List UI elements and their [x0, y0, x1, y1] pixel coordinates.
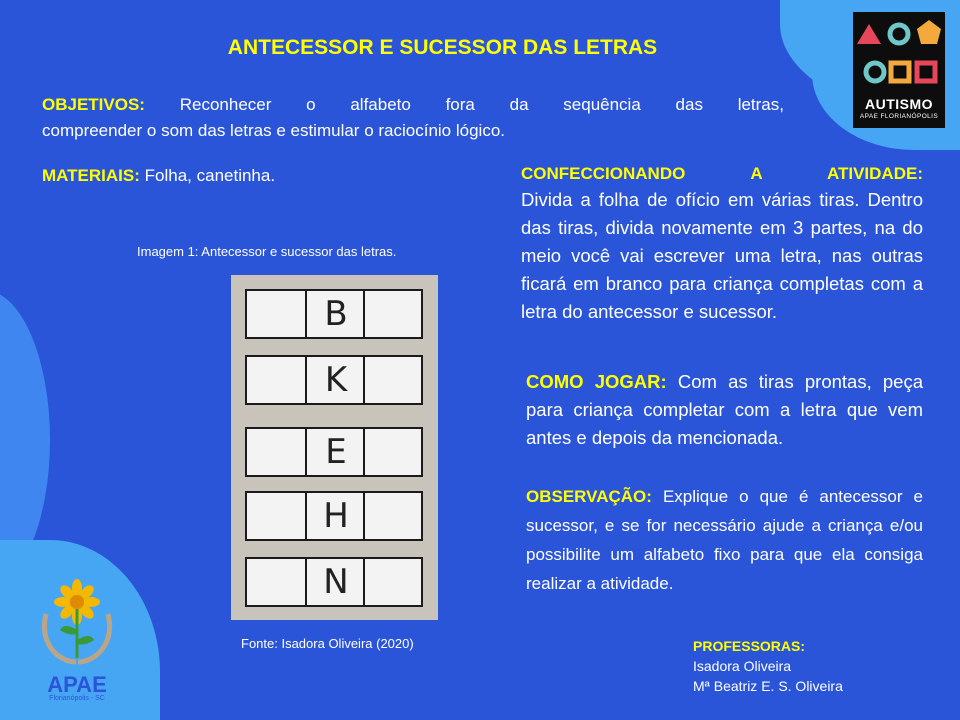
- confeccionando-section: [521, 162, 923, 326]
- materiais-label: MATERIAIS:: [42, 166, 140, 185]
- observacao-section: [526, 482, 923, 598]
- strip-letter: E: [325, 432, 347, 472]
- letter-strip: [245, 289, 423, 339]
- materiais-text: Folha, canetinha.: [144, 166, 276, 185]
- apae-logo: [32, 578, 122, 703]
- strip-letter: B: [324, 294, 348, 334]
- professora-name: Isadora Oliveira: [693, 658, 792, 674]
- confeccionando-label: CONFECCIONANDO A ATIVIDADE:: [521, 164, 923, 183]
- confeccionando-text: Divida a folha de ofício em várias tiras. Dentro das tiras, divida novamente em 3 partes, na do meio você vai escrever uma letra, nas outras ficará em branco para criança completas com a letra do antecessor e sucessor.: [521, 189, 923, 322]
- objetivos-text-line2: compreender o som das letras e estimular o raciocínio lógico.: [42, 121, 505, 140]
- page-title: ANTECESSOR E SUCESSOR DAS LETRAS: [227, 36, 658, 59]
- letter-strip: [245, 427, 423, 477]
- image-source: Fonte: Isadora Oliveira (2020): [241, 636, 414, 651]
- apae-logo-text: APAE: [47, 672, 107, 697]
- professora-name: Mª Beatriz E. S. Oliveira: [693, 678, 843, 694]
- letter-strip: [245, 557, 423, 607]
- letter-strip: [245, 491, 423, 541]
- como-jogar-label: COMO JOGAR:: [526, 371, 667, 392]
- professoras-label: PROFESSORAS:: [693, 638, 806, 654]
- apae-logo-subtext: Florianópolis - SC: [49, 695, 105, 702]
- observacao-text: Explique o que é antecessor e sucessor, e se for necessário ajude a criança e/ou possibilite um alfabeto fixo para que ela consiga realizar a atividade.: [526, 487, 923, 593]
- letter-strip: [245, 355, 423, 405]
- sunflower-hands-icon: [32, 578, 122, 670]
- autismo-logo-subtext: APAE FLORIANÓPOLIS: [859, 113, 939, 120]
- materiais-section: [42, 163, 462, 189]
- autismo-shapes-icon: [853, 12, 945, 96]
- como-jogar-text: Com as tiras prontas, peça para criança completar com a letra que vem antes e depois da mencionada.: [526, 371, 924, 448]
- objetivos-label: OBJETIVOS:: [42, 95, 145, 114]
- activity-photo: [231, 275, 438, 620]
- observacao-label: OBSERVAÇÃO:: [526, 487, 652, 506]
- image-caption: Imagem 1: Antecessor e sucessor das letras.: [137, 244, 397, 259]
- autismo-logo-text: AUTISMO: [864, 96, 934, 112]
- objetivos-section: [42, 92, 784, 144]
- objetivos-text-line1: Reconhecer o alfabeto fora da sequência das letras,: [179, 95, 784, 114]
- strip-letter: H: [323, 496, 349, 536]
- strip-letter: K: [324, 360, 348, 400]
- autismo-logo: [853, 12, 945, 128]
- como-jogar-section: [526, 368, 923, 452]
- strip-letter: N: [323, 562, 349, 602]
- professoras-section: [693, 636, 843, 696]
